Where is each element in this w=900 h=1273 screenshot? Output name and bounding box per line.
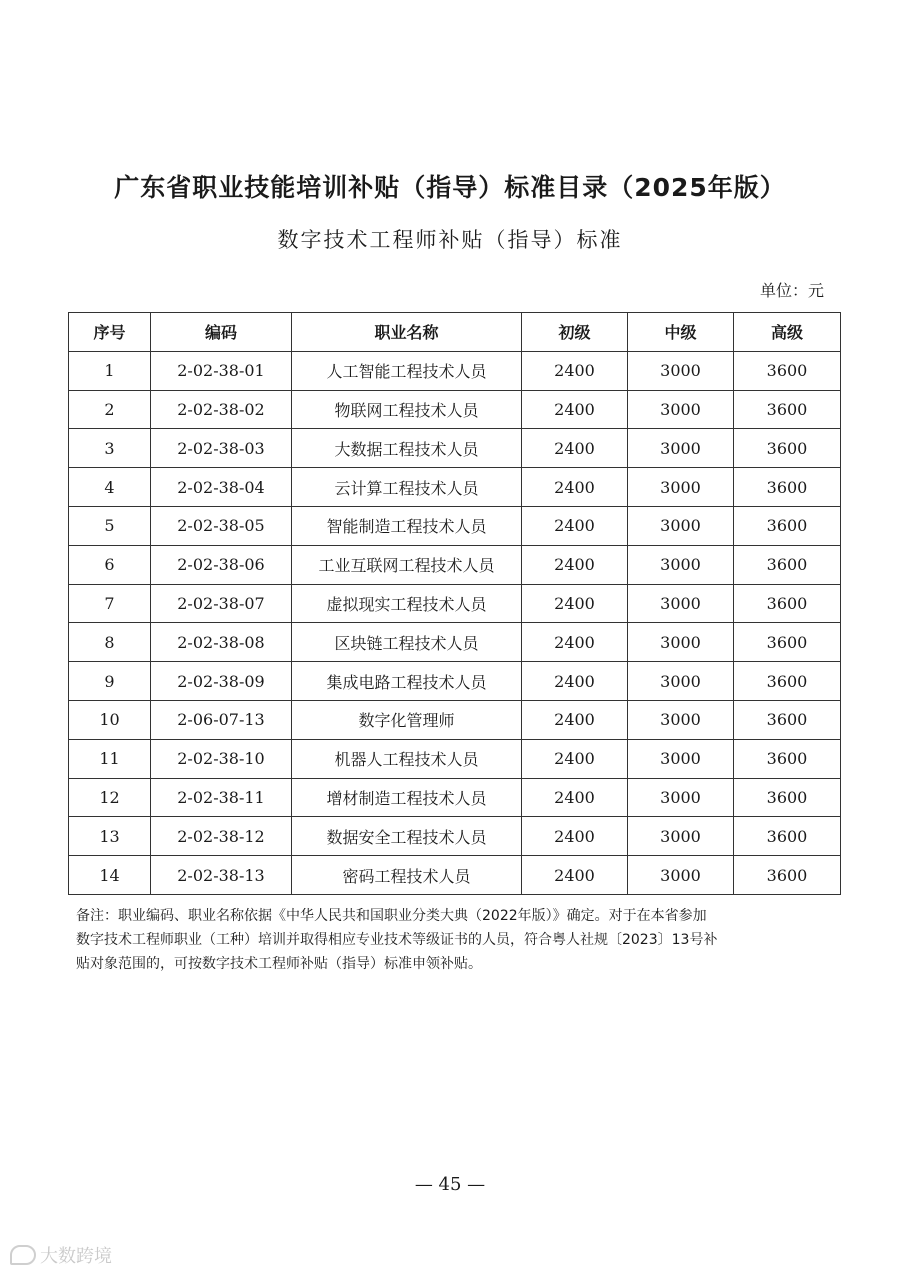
subsidy-table (68, 312, 841, 895)
table-row (69, 662, 841, 701)
cell-occupation: 虚拟现实工程技术人员 (292, 584, 522, 623)
header-code: 编码 (151, 313, 292, 352)
cell-intermediate: 3000 (628, 739, 734, 778)
document-title: 广东省职业技能培训补贴（指导）标准目录（2025年版） (114, 173, 786, 202)
page-number: — 45 — (414, 1174, 486, 1195)
cell-index: 5 (69, 506, 151, 545)
cell-intermediate: 3000 (628, 856, 734, 895)
header-intermediate: 中级 (628, 313, 734, 352)
header-senior: 高级 (734, 313, 841, 352)
header-occupation: 职业名称 (292, 313, 522, 352)
cell-junior: 2400 (522, 545, 628, 584)
table-row (69, 778, 841, 817)
cell-occupation: 物联网工程技术人员 (292, 390, 522, 429)
cell-code: 2-02-38-01 (151, 351, 292, 390)
cell-code: 2-02-38-03 (151, 429, 292, 468)
cell-junior: 2400 (522, 817, 628, 856)
table-row (69, 429, 841, 468)
cell-occupation: 集成电路工程技术人员 (292, 662, 522, 701)
cell-index: 8 (69, 623, 151, 662)
cell-junior: 2400 (522, 506, 628, 545)
cell-index: 12 (69, 778, 151, 817)
table-row (69, 468, 841, 507)
cell-index: 13 (69, 817, 151, 856)
cell-code: 2-02-38-12 (151, 817, 292, 856)
cell-senior: 3600 (734, 856, 841, 895)
cell-senior: 3600 (734, 739, 841, 778)
table-row (69, 545, 841, 584)
cell-intermediate: 3000 (628, 700, 734, 739)
cell-occupation: 工业互联网工程技术人员 (292, 545, 522, 584)
cell-junior: 2400 (522, 584, 628, 623)
cell-code: 2-06-07-13 (151, 700, 292, 739)
table-row (69, 856, 841, 895)
table-row (69, 700, 841, 739)
cell-index: 1 (69, 351, 151, 390)
cell-intermediate: 3000 (628, 468, 734, 507)
cell-code: 2-02-38-08 (151, 623, 292, 662)
table-row (69, 390, 841, 429)
table-header-row (69, 313, 841, 352)
cell-occupation: 大数据工程技术人员 (292, 429, 522, 468)
cell-index: 2 (69, 390, 151, 429)
table-row (69, 739, 841, 778)
cell-intermediate: 3000 (628, 545, 734, 584)
cell-senior: 3600 (734, 506, 841, 545)
table-body (69, 351, 841, 894)
cell-occupation: 增材制造工程技术人员 (292, 778, 522, 817)
cell-senior: 3600 (734, 429, 841, 468)
cell-code: 2-02-38-13 (151, 856, 292, 895)
cell-index: 3 (69, 429, 151, 468)
cell-code: 2-02-38-07 (151, 584, 292, 623)
cell-junior: 2400 (522, 739, 628, 778)
cell-index: 7 (69, 584, 151, 623)
cell-intermediate: 3000 (628, 584, 734, 623)
cell-intermediate: 3000 (628, 623, 734, 662)
cell-senior: 3600 (734, 700, 841, 739)
cell-senior: 3600 (734, 545, 841, 584)
cell-code: 2-02-38-10 (151, 739, 292, 778)
cell-junior: 2400 (522, 778, 628, 817)
cell-index: 14 (69, 856, 151, 895)
cell-occupation: 密码工程技术人员 (292, 856, 522, 895)
cell-index: 4 (69, 468, 151, 507)
cell-senior: 3600 (734, 390, 841, 429)
watermark (10, 1242, 112, 1268)
chat-bubble-icon (10, 1245, 36, 1265)
cell-code: 2-02-38-06 (151, 545, 292, 584)
cell-intermediate: 3000 (628, 429, 734, 468)
cell-junior: 2400 (522, 468, 628, 507)
cell-junior: 2400 (522, 856, 628, 895)
cell-index: 6 (69, 545, 151, 584)
cell-occupation: 人工智能工程技术人员 (292, 351, 522, 390)
cell-junior: 2400 (522, 623, 628, 662)
cell-intermediate: 3000 (628, 817, 734, 856)
document-subtitle: 数字技术工程师补贴（指导）标准 (277, 228, 623, 252)
cell-code: 2-02-38-02 (151, 390, 292, 429)
table-row (69, 584, 841, 623)
table-row (69, 817, 841, 856)
cell-index: 11 (69, 739, 151, 778)
cell-senior: 3600 (734, 468, 841, 507)
footnote (76, 904, 836, 976)
cell-occupation: 智能制造工程技术人员 (292, 506, 522, 545)
cell-junior: 2400 (522, 351, 628, 390)
cell-junior: 2400 (522, 429, 628, 468)
watermark-text: 大数跨境 (40, 1246, 112, 1267)
cell-index: 10 (69, 700, 151, 739)
cell-intermediate: 3000 (628, 778, 734, 817)
header-index: 序号 (69, 313, 151, 352)
cell-intermediate: 3000 (628, 662, 734, 701)
table-row (69, 506, 841, 545)
cell-code: 2-02-38-09 (151, 662, 292, 701)
cell-occupation: 区块链工程技术人员 (292, 623, 522, 662)
cell-junior: 2400 (522, 700, 628, 739)
cell-senior: 3600 (734, 623, 841, 662)
footnote-line: 备注：职业编码、职业名称依据《中华人民共和国职业分类大典（2022年版）》确定。对于在本省参加 (76, 908, 707, 924)
cell-senior: 3600 (734, 584, 841, 623)
cell-code: 2-02-38-05 (151, 506, 292, 545)
header-junior: 初级 (522, 313, 628, 352)
cell-code: 2-02-38-04 (151, 468, 292, 507)
cell-index: 9 (69, 662, 151, 701)
cell-junior: 2400 (522, 390, 628, 429)
cell-junior: 2400 (522, 662, 628, 701)
cell-intermediate: 3000 (628, 506, 734, 545)
cell-occupation: 数据安全工程技术人员 (292, 817, 522, 856)
cell-senior: 3600 (734, 817, 841, 856)
cell-occupation: 机器人工程技术人员 (292, 739, 522, 778)
cell-intermediate: 3000 (628, 390, 734, 429)
cell-occupation: 数字化管理师 (292, 700, 522, 739)
footnote-line: 数字技术工程师职业（工种）培训并取得相应专业技术等级证书的人员，符合粤人社规〔2023〕13号补 (76, 932, 718, 948)
unit-label: 单位：元 (759, 281, 824, 300)
table-row (69, 351, 841, 390)
cell-code: 2-02-38-11 (151, 778, 292, 817)
cell-intermediate: 3000 (628, 351, 734, 390)
cell-senior: 3600 (734, 351, 841, 390)
cell-occupation: 云计算工程技术人员 (292, 468, 522, 507)
table-row (69, 623, 841, 662)
cell-senior: 3600 (734, 662, 841, 701)
footnote-line: 贴对象范围的，可按数字技术工程师补贴（指导）标准申领补贴。 (76, 956, 482, 972)
cell-senior: 3600 (734, 778, 841, 817)
